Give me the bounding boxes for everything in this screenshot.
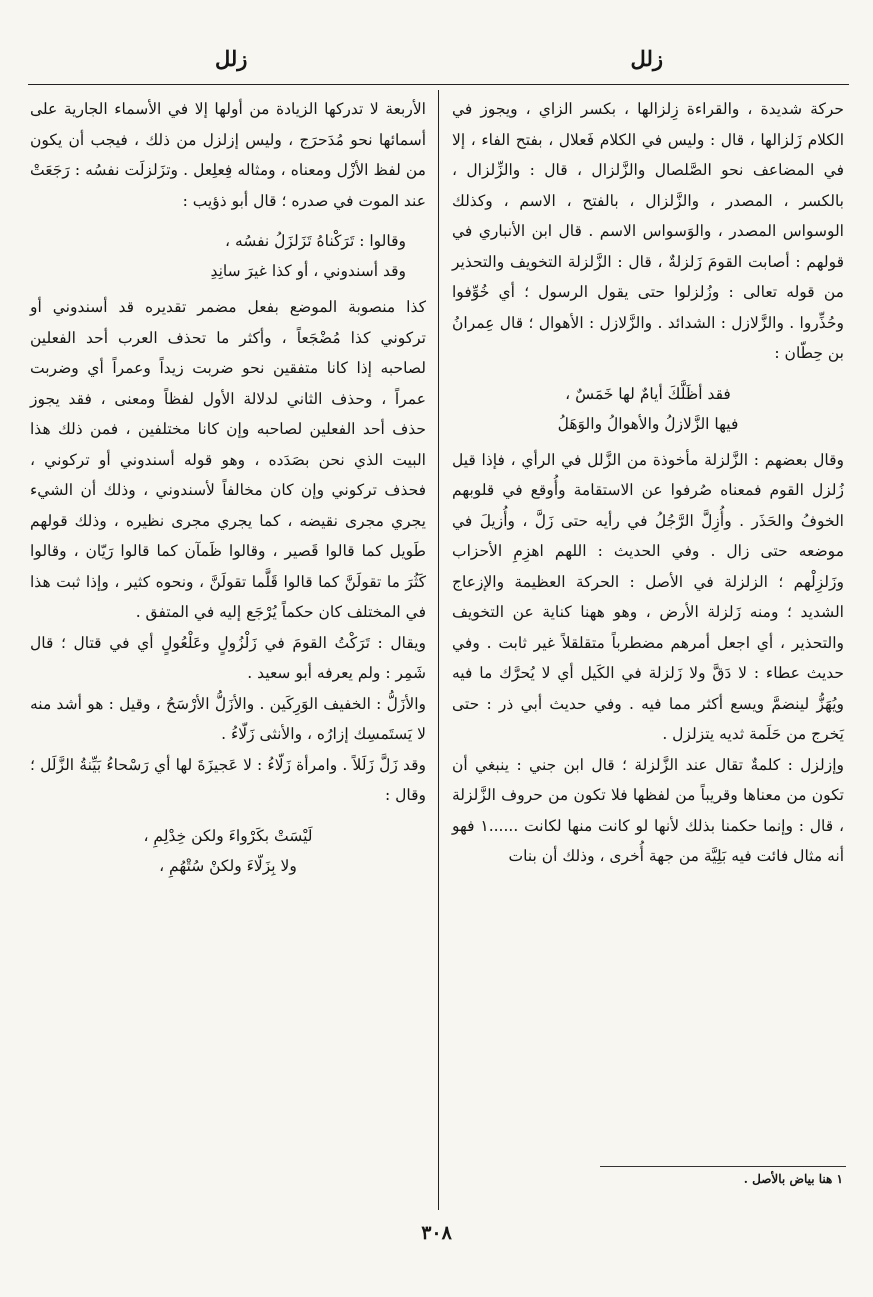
right-verse-1-line-1: فقد أظَلَّكَ أيامٌ لها خَمَسٌ ،: [565, 384, 731, 403]
right-verse-1-line-2: فيها الزَّلازلُ والأهوالُ والوَهَلُ: [557, 414, 739, 433]
right-paragraph-3: وإزلزل : كلمةٌ تقال عند الزَّلزلة ؛ قال ابن جني : ينبغي أن تكون من معناها وقريباً من لفظها فلا تكون من حروف الزَّلزلة ، قال : وإنما حكمنا بذلك لأنها لو كانت منها لكانت ......١ فهو أنه مثال فائت فيه بَلِيَّة من جهة أُخرى ، وذلك أن بنات: [452, 755, 844, 865]
left-verse-1-line-1: وقالوا : تَرَكْناهُ تَزَلزَلُ نفسُه ،: [225, 232, 406, 250]
left-paragraph-2: كذا منصوبة الموضع بفعل مضمر تقديره قد أسندوني أو تركوني كذا مُضْجَعاً ، وأكثر ما تحذف العرب أحد الفعلين لصاحبه إذا كانا متفقين نحو ضربت زيداً وعمراً أي وضربت عمراً ، وحذف الثاني لدلالة الأول لفظاً ومعنى ، فقد يجوز حذف أحد الفعلين لصاحبه وإن كانا مختلفين ، فمن ذلك هذا البيت الذي نحن بصَدَده ، وهو قوله أسندوني أو تركوني ، فحذف تركوني وإن كان مخالفاً لأسندوني ، وذلك أن الشيء يجري مجرى نقيضه ، كما يجري مجرى نظيره ، وذلك قولهم طَويل كما قالوا قَصير ، وقالوا ظَمآن كما قالوا رَيّان ، وقالوا كَثُرَ ما تقولَنَّ كما قالوا قَلَّما تقولَنَّ ، ونحوه كثير ، وإذا ثبت هذا في المختلف كان حكماً يُرْجَع إليه في المتفق .: [30, 298, 426, 621]
footnote-rule: [600, 1166, 846, 1167]
left-verse-1: [30, 226, 426, 286]
right-verse-1: [452, 379, 844, 439]
footnote: ١ هنا بياض بالأصل .: [743, 1172, 843, 1186]
header-root-word-left: زلل: [215, 46, 248, 71]
left-verse-2-line-2: ولا بِزَلّاءَ ولكنْ سُتْهُمِ ،: [159, 856, 297, 875]
header-rule: [28, 84, 849, 85]
header-root-word-right: زلل: [630, 46, 663, 71]
left-column: [30, 94, 426, 887]
right-paragraph-2: وقال بعضهم : الزَّلزلة مأخوذة من الزَّلل في الرأي ، فإذا قيل زُلزل القوم فمعناه صُرفوا عن الاستقامة وأُوقع في قلوبهم الخوفُ والحَذَر . وأُزِلَّ الرَّجُلُ في رأيه حتى زَلَّ ، وأُزيلَ في موضعه حتى زال . وفي الحديث : اللهم اهزِمِ الأحزاب وزَلزِلْهم ؛ الزلزلة في الأصل : الحركة العظيمة والإزعاج الشديد ؛ ومنه زَلزلة الأرض ، وهو ههنا كناية عن التخويف والتحذير ، أي اجعل أمرهم مضطرباً متقلقلاً غير ثابت . وفي حديث عطاء : لا دَقَّ ولا زَلزلة في الكَيل أي لا يُحرَّك ما فيه ويُهَزُّ لينضمَّ ويسع أكثر مما فيه . وفي حديث أبي ذر : حتى يَخرج من حَلَمة ثديه يتزلزل .: [452, 450, 844, 743]
left-verse-1-line-2: وقد أسندوني ، أو كذا غيرَ سانِدِ: [210, 262, 406, 280]
right-column: [452, 94, 844, 872]
page-number: ٣٠٨: [421, 1222, 452, 1244]
left-paragraph-5: وقد زَلَّ زَلَلاً . وامرأة زَلّاءُ : لا عَجيزَةَ لها أي رَسْحاءُ بَيِّنةُ الزَّلَل ؛ وقال :: [30, 755, 426, 804]
left-verse-2: [30, 821, 426, 881]
right-paragraph-1: حركة شديدة ، والقراءة زِلزالها ، بكسر الزاي ، ويجوز في الكلام زَلزالها ، قال : وليس في الكلام فَعلال ، بفتح الفاء ، إلا في المضاعف نحو الصَّلصال والزَّلزال ، قال : والزِّلزال ، بالكسر ، المصدر ، والزَّلزال ، بالفتح ، الاسم ، وكذلك الوسواس المصدر ، والوَسواس الاسم . قال ابن الأنباري في قولهم : أصابت القومَ زَلزلةٌ ، قال : الزَّلزلة التخويف والتحذير من قوله تعالى : وزُلزلوا حتى يقول الرسول ؛ أي خُوِّفوا وحُذِّروا . والزَّلازل : الشدائد . والزَّلازل : الأهوال ؛ قال عِمرانُ بن حِطّان :: [452, 100, 844, 362]
left-paragraph-4: والأزَلُّ : الخفيف الوَرِكَين . والأزَلُّ الأرْسَحُ ، وقيل : هو أشد منه لا يَستَمسِك إزارُه ، والأنثى زَلّاءُ .: [30, 694, 426, 743]
left-verse-2-line-1: لَيْسَتْ بكَرْواءَ ولكن خِدْلِمِ ،: [143, 826, 313, 845]
column-divider: [438, 90, 439, 1210]
left-paragraph-3: ويقال : تَرَكْتُ القومَ في زَلْزُولٍ وعَلْعُولٍ أي في قتال ؛ قال شَمِر : ولم يعرفه أبو سعيد .: [30, 633, 426, 682]
left-paragraph-1: الأربعة لا تدركها الزيادة من أولها إلا في الأسماء الجارية على أسمائها نحو مُدَحرَج ، وليس إزلزل من ذلك ، فيجب أن يكون من لفظ الأزْل ومعناه ، ومثاله فِعلِعل . وتزَلزلَت نفسُه : رَجَعَتْ عند الموت في صدره ؛ قال أبو ذؤيب :: [30, 100, 426, 210]
